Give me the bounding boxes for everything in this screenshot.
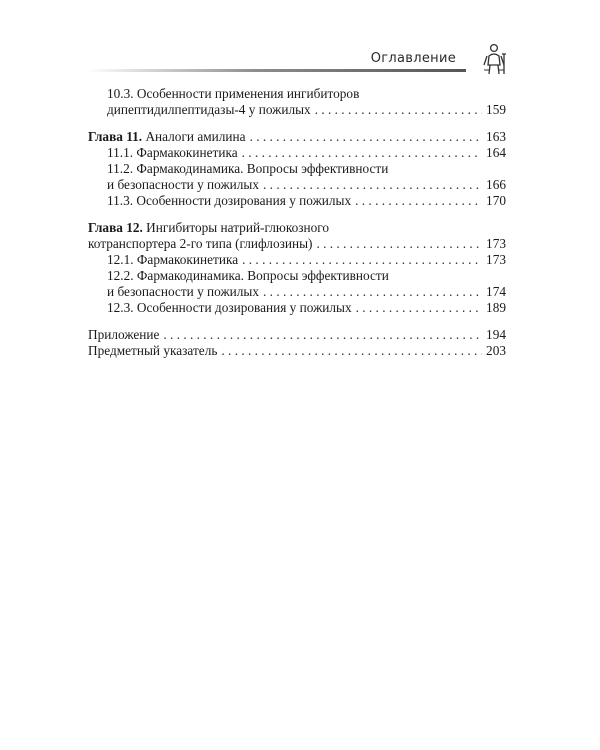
dot-leader <box>242 252 482 268</box>
toc-entry-12-1[interactable] <box>88 252 506 268</box>
toc-entry-text: 12.1. Фармакокинетика <box>107 252 239 267</box>
dot-leader <box>355 193 482 209</box>
header-rule <box>88 69 466 72</box>
dot-leader <box>316 236 482 252</box>
toc-entry-text: 12.2. Фармакодинамика. Вопросы эффективности <box>107 268 389 283</box>
toc-entry-text: 11.1. Фармакокинетика <box>107 145 238 160</box>
page-number: 173 <box>486 252 506 267</box>
toc-entry-text: дипептидилпептидазы-4 у пожилых <box>107 102 311 117</box>
page-number: 164 <box>486 145 506 160</box>
page-number: 194 <box>486 327 506 342</box>
page-number: 163 <box>486 129 506 144</box>
chapter-label: Глава 11. <box>88 129 143 144</box>
dot-leader <box>356 300 482 316</box>
page-number: 189 <box>486 300 506 315</box>
page-number: 159 <box>486 102 506 117</box>
toc-entry-11-2[interactable] <box>88 161 506 193</box>
toc-chapter-12[interactable] <box>88 220 506 252</box>
toc-index[interactable] <box>88 343 506 359</box>
toc-entry-text: и безопасности у пожилых <box>107 177 260 192</box>
chapter-title: котранспортера 2-го типа (глифлозины) <box>88 236 313 251</box>
page-number: 173 <box>486 236 506 251</box>
toc-appendix[interactable] <box>88 327 506 343</box>
toc-entry-12-2[interactable] <box>88 268 506 300</box>
toc-entry-text: 12.3. Особенности дозирования у пожилых <box>107 300 352 315</box>
toc-entry-text: 11.2. Фармакодинамика. Вопросы эффективности <box>107 161 389 176</box>
dot-leader <box>163 327 482 343</box>
dot-leader <box>221 343 482 359</box>
dot-leader <box>315 102 482 118</box>
chapter-title: Ингибиторы натрий-глюкозного <box>146 220 330 235</box>
toc-entry-12-3[interactable] <box>88 300 506 316</box>
dot-leader <box>242 145 482 161</box>
dot-leader <box>250 129 482 145</box>
header-title: Оглавление <box>370 51 456 66</box>
toc-entry-text: 10.3. Особенности применения ингибиторов <box>107 86 360 101</box>
toc-entry-11-3[interactable] <box>88 193 506 209</box>
toc-entry-text: Предметный указатель <box>88 343 218 358</box>
page-number: 174 <box>486 284 506 299</box>
toc-entry-text: Приложение <box>88 327 160 342</box>
chapter-title: Аналоги амилина <box>145 129 246 144</box>
toc-chapter-11[interactable] <box>88 129 506 145</box>
running-header <box>88 42 514 72</box>
dot-leader <box>263 177 482 193</box>
elderly-person-icon <box>478 42 510 76</box>
chapter-label: Глава 12. <box>88 220 143 235</box>
page-number: 203 <box>486 343 506 358</box>
toc-entry-10-3[interactable] <box>88 86 506 118</box>
page-number: 170 <box>486 193 506 208</box>
table-of-contents <box>88 86 506 359</box>
dot-leader <box>263 284 482 300</box>
toc-entry-text: и безопасности у пожилых <box>107 284 260 299</box>
page-number: 166 <box>486 177 506 192</box>
toc-entry-text: 11.3. Особенности дозирования у пожилых <box>107 193 352 208</box>
toc-entry-11-1[interactable] <box>88 145 506 161</box>
